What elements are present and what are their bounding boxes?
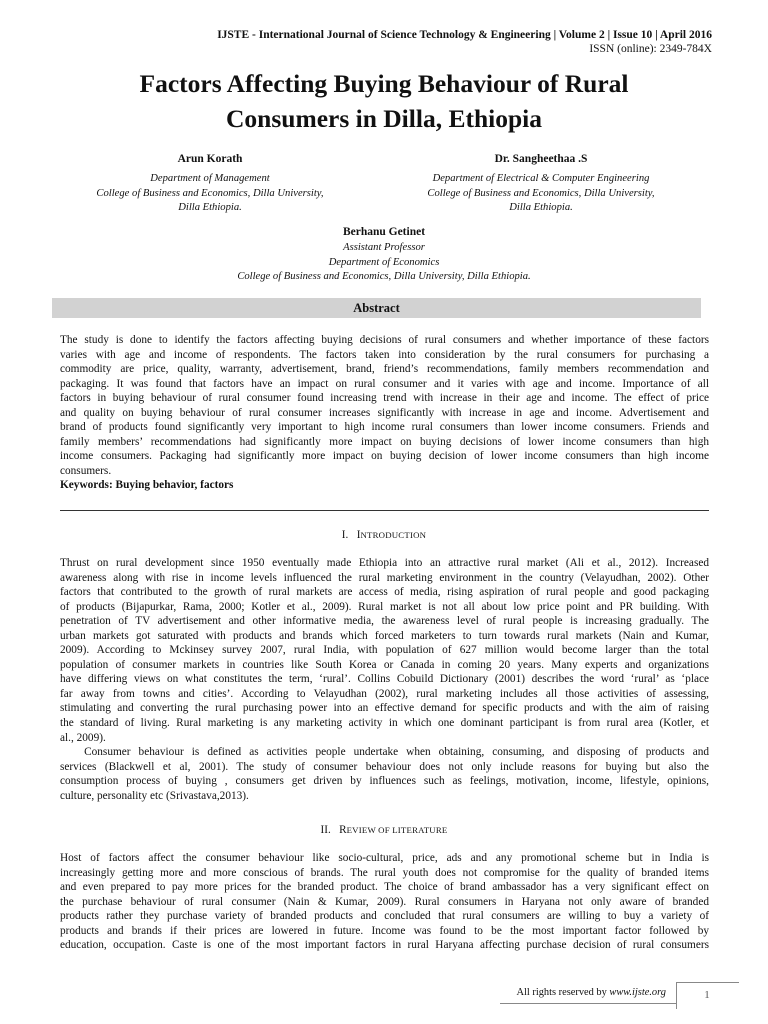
text-line: consumers.	[60, 464, 112, 477]
text-line: Thrust on rural development since 1950 eventually made Ethiopia into an attractive rural market (Ali et al., 2012). Increased	[60, 557, 709, 569]
text-line: services (Blackwell et al, 2001). The study of consumer behaviour does not only include reasons for buying but also the	[60, 760, 709, 773]
section-number: II.	[320, 824, 331, 836]
author-name: Arun Korath	[177, 153, 243, 165]
author-location: Dilla Ethiopia.	[509, 202, 573, 213]
text-line: population of consumer markets in countries like South Korea or Canada in coming 20 years. Many experts and organizations	[60, 658, 709, 671]
text-line: of products (Bijapurkar, Rama, 2000; Kotler et al., 2009). Rural market is not all about low price point and PR building. With	[60, 600, 709, 613]
text-line: al., 2009).	[60, 731, 106, 744]
text-line: brand of products found significantly very important to high income rural consumers than lower income consumers. Friends and	[60, 421, 709, 434]
text-line: factors in buying behaviour of rural consumer found increasing trend with increase in their age and income. The effect of price	[60, 392, 709, 405]
text-line: Host of factors affect the consumer behaviour like socio-cultural, price, ads and any promotional scheme but in India is	[60, 852, 709, 864]
author-department: Department of Economics	[328, 256, 440, 268]
text-line: and quality on buying behaviour of rural consumer increases significantly with increase in age and income. Advertisement and	[60, 406, 709, 419]
title-line: Factors Affecting Buying Behaviour of Rural	[139, 69, 629, 98]
author-affiliation: College of Business and Economics, Dilla University, Dilla Ethiopia.	[237, 271, 531, 282]
text-line: urban markets got saturated with products and brands which forced marketers to turn towards rural markets (Nain and Kumar,	[60, 629, 709, 642]
text-line: far away from towns and cities’. According to Velayudhan (2002), rural marketing includes all those activities of assessing,	[60, 687, 709, 700]
footer-rule	[500, 1003, 676, 1004]
author-location: Dilla Ethiopia.	[178, 202, 242, 213]
author-affiliation: College of Business and Economics, Dilla University,	[427, 187, 655, 199]
text-line: awareness along with rise in income levels influenced the rural marketing environment in the country (Velayudhan, 2002). Other	[60, 571, 709, 584]
introduction-heading	[0, 528, 768, 543]
abstract-text	[60, 333, 709, 493]
author-block	[390, 152, 692, 216]
abstract-heading: Abstract	[353, 301, 400, 315]
author-block	[60, 152, 360, 216]
section-initial: R	[339, 824, 347, 836]
footer-website-link[interactable]: www.ijste.org	[609, 987, 666, 998]
section-number: I.	[341, 529, 349, 541]
text-line: Consumer behaviour is defined as activities people undertake when obtaining, consuming, and disposing of products and	[60, 746, 709, 759]
text-line: the purchase behaviour of rural consumer (Nain & Kumar, 2009). Rural consumers in Haryana not only aware of branded	[60, 895, 709, 908]
page-number: 1	[704, 989, 710, 1001]
text-line: 2009). According to Mckinsey survey 2007, rural India, with population of 627 million would become larger than the total	[60, 644, 709, 657]
text-line: income consumers. Packaging had significantly more impact on buying decision of lower income consumers than high income	[60, 450, 709, 463]
text-line: and even prepared to pay more prices for the branded product. The choice of brand ambassador has a very significant effect on	[60, 881, 709, 894]
review-text	[60, 851, 709, 953]
author-name: Berhanu Getinet	[342, 226, 426, 238]
author-department: Department of Management	[150, 173, 270, 184]
journal-header: IJSTE - International Journal of Science Technology & Engineering | Volume 2 | Issue 10 | April 2016	[217, 29, 712, 41]
rights-text: All rights reserved by	[516, 987, 610, 998]
text-line: have differing views on what constitutes the term, ‘rural’. Collins Cobuild Dictionary (2001) describes the word ‘rural’ as ‘place	[60, 673, 709, 686]
keywords: Keywords: Buying behavior, factors	[60, 479, 234, 492]
section-divider	[60, 510, 709, 511]
author-department: Department of Electrical & Computer Engineering	[432, 173, 650, 184]
text-line: stimulating and converting the rural purchasing power into an effective demand for specific products and with the aim of raising	[60, 702, 709, 715]
introduction-text	[60, 556, 709, 803]
text-line: products rather they purchase variety of branded products and concluded that rural consumers are willing to buy a variety of	[60, 910, 709, 923]
text-line: culture, personality etc (Srivastava,2013).	[60, 789, 249, 802]
text-line: varies with age and income of respondents. The factors taken into consideration by the rural consumers for purchasing a	[60, 348, 709, 361]
paper-title	[60, 66, 708, 136]
section-title: NTRODUCTION	[360, 530, 427, 540]
abstract-heading-bar	[52, 298, 701, 318]
text-line: products and brands if their prices are lowered in future. Income was found to be the most important factor followed by	[60, 924, 709, 937]
text-line: The study is done to identify the factors affecting buying decisions of rural consumers and whether importance of these factors	[60, 334, 709, 346]
text-line: penetration of TV advertisement and other informative media, the awareness level of rural people is increasing gradually. The	[60, 615, 709, 628]
text-line: family members’ recommendations had significantly more impact on buying decisions of lower income consumers than high	[60, 435, 709, 448]
text-line: increasingly getting more and more conscious of brands. The rural youth does not compromise for the quality of branded items	[60, 866, 709, 879]
author-title: Assistant Professor	[343, 242, 425, 253]
footer-copyright	[440, 986, 666, 1000]
review-heading	[0, 823, 768, 838]
section-title: EVIEW OF LITERATURE	[346, 825, 448, 835]
issn-line: ISSN (online): 2349-784X	[589, 43, 712, 55]
text-line: consumption process of buying , consumers get driven by influences such as feelings, motivation, income, lifestyle, opinions,	[60, 775, 709, 788]
text-line: the standard of living. Rural marketing is any marketing activity in which one dominant participant is from rural area (Kotler, et	[60, 717, 709, 730]
author-block	[134, 225, 634, 285]
section-initial: I	[356, 529, 361, 541]
text-line: packaging. It was found that factors have an impact on rural consumer and it varies with age and income. Importance of all	[60, 377, 709, 390]
author-name: Dr. Sangheethaa .S	[494, 153, 588, 165]
title-line: Consumers in Dilla, Ethiopia	[226, 104, 542, 133]
text-line: education, occupation. Caste is one of the most important factors in rural Haryana affecting purchase decision of rural consumers	[60, 939, 709, 952]
text-line: commodity are price, quality, warranty, advertisement, brand, friend’s recommendations, family members recommendation and	[60, 363, 709, 376]
text-line: factors that contributed to the growth of rural markets are access of media, rising aspiration of rural people and good packaging	[60, 586, 709, 599]
author-affiliation: College of Business and Economics, Dilla University,	[96, 187, 324, 199]
